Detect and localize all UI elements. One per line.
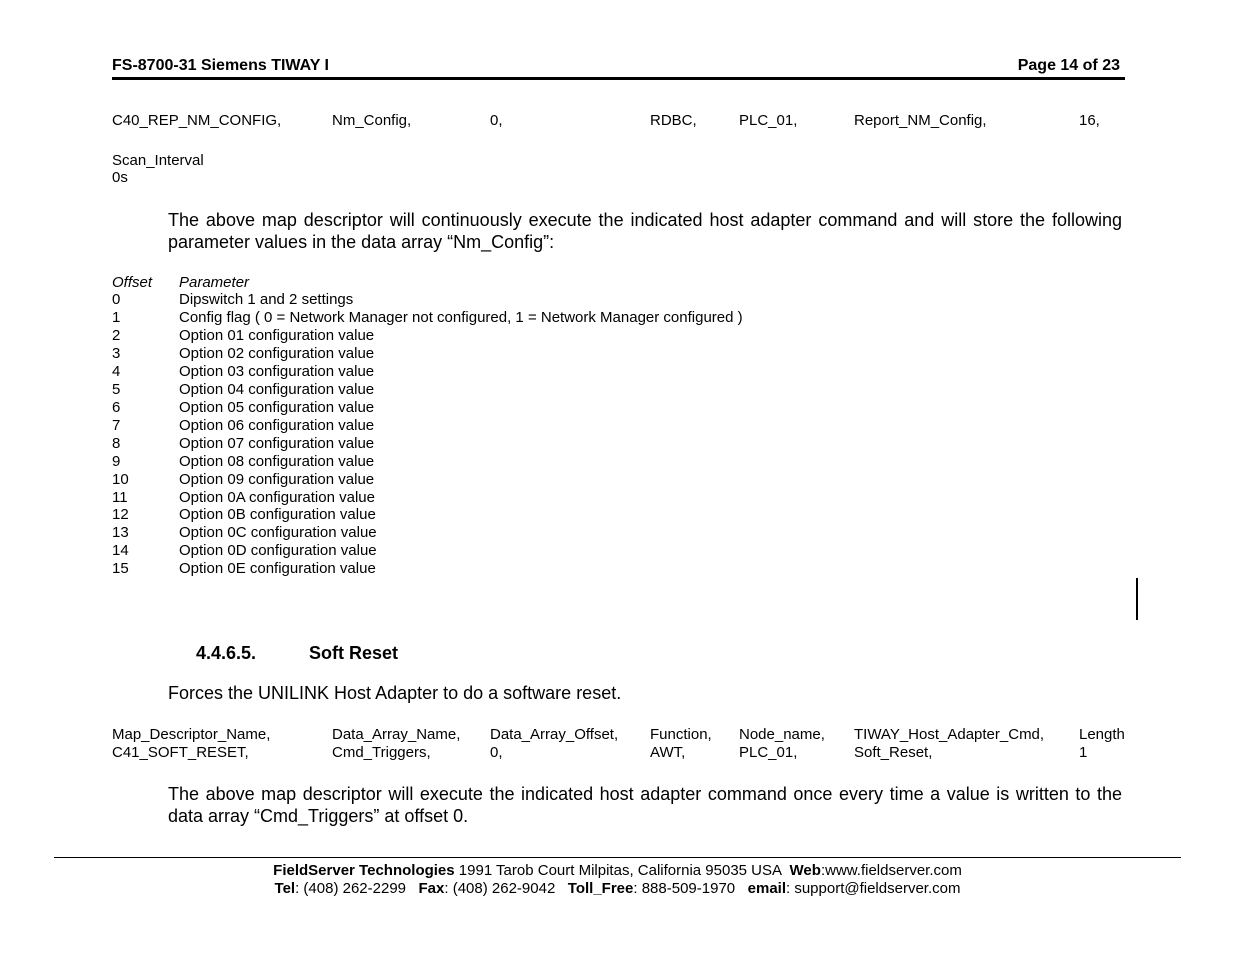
offset-cell: 13 — [112, 524, 129, 541]
parameter-cell: Option 03 configuration value — [179, 363, 375, 380]
header-rule — [112, 77, 1125, 80]
footer-tollfree-value: : 888-509-1970 — [633, 880, 748, 897]
md1-node: PLC_01, — [739, 112, 798, 129]
md1-command: Report_NM_Config, — [854, 112, 987, 129]
parameter-cell: Option 06 configuration value — [179, 417, 375, 434]
offset-cell: 7 — [112, 417, 121, 434]
footer-rule — [54, 857, 1181, 858]
parameter-cell: Option 0D configuration value — [179, 542, 377, 559]
change-bar — [1136, 578, 1138, 620]
md2-value-offset: 0, — [490, 744, 503, 761]
md1-data-array: Nm_Config, — [332, 112, 412, 129]
footer-web-value: :www.fieldserver.com — [820, 862, 962, 879]
md1-length: 16, — [1079, 112, 1100, 129]
document-title: FS-8700-31 Siemens TIWAY I — [112, 57, 329, 74]
parameter-cell: Option 02 configuration value — [179, 345, 375, 362]
md2-header-name: Map_Descriptor_Name, — [112, 726, 271, 743]
parameter-cell: Option 09 configuration value — [179, 471, 375, 488]
parameter-cell: Dipswitch 1 and 2 settings — [179, 291, 354, 308]
md1-function: RDBC, — [650, 112, 697, 129]
md2-header-node: Node_name, — [739, 726, 825, 743]
page-number: Page 14 of 23 — [1017, 57, 1120, 74]
offset-cell: 5 — [112, 381, 121, 398]
parameter-cell: Option 07 configuration value — [179, 435, 375, 452]
md1-offset: 0, — [490, 112, 503, 129]
section-number: 4.4.6.5. — [196, 643, 257, 663]
footer-fax-value: : (408) 262-9042 — [444, 880, 568, 897]
parameter-cell: Option 04 configuration value — [179, 381, 375, 398]
md2-header-length: Length — [1079, 726, 1125, 743]
section-title: Soft Reset — [309, 643, 399, 663]
footer-address: 1991 Tarob Court Milpitas, California 95035 USA — [454, 862, 790, 879]
footer-email-label: email — [747, 880, 786, 897]
md2-value-data-array: Cmd_Triggers, — [332, 744, 431, 761]
footer-web-label: Web — [789, 862, 821, 879]
offset-cell: 11 — [112, 489, 128, 506]
md2-header-offset: Data_Array_Offset, — [490, 726, 619, 743]
footer-tollfree-label: Toll_Free — [567, 880, 634, 897]
parameter-cell: Option 01 configuration value — [179, 327, 375, 344]
footer-line-2 — [0, 880, 1235, 897]
footer-tel-label: Tel — [274, 880, 296, 897]
md2-value-name: C41_SOFT_RESET, — [112, 744, 249, 761]
md1-scan-interval-label: Scan_Interval — [112, 152, 204, 169]
description-paragraph-1: The above map descriptor will continuously execute the indicated host adapter command and will store the following parameter values in the data array “Nm_Config”: — [168, 210, 1122, 252]
footer-tel-value: : (408) 262-2299 — [295, 880, 419, 897]
offset-cell: 14 — [112, 542, 129, 559]
offset-cell: 3 — [112, 345, 121, 362]
parameter-cell: Option 0A configuration value — [179, 489, 375, 506]
md2-value-length: 1 — [1079, 744, 1088, 761]
offset-header: Offset — [112, 274, 153, 291]
offset-cell: 9 — [112, 453, 121, 470]
md1-name: C40_REP_NM_CONFIG, — [112, 112, 282, 129]
offset-cell: 15 — [112, 560, 129, 577]
md1-scan-interval-value: 0s — [112, 169, 128, 186]
description-paragraph-3: The above map descriptor will execute the indicated host adapter command once every time a value is written to the data array “Cmd_Triggers” at offset 0. — [168, 784, 1122, 826]
md2-value-command: Soft_Reset, — [854, 744, 933, 761]
offset-cell: 1 — [112, 309, 121, 326]
md2-header-data-array: Data_Array_Name, — [332, 726, 461, 743]
offset-cell: 0 — [112, 291, 121, 308]
offset-cell: 4 — [112, 363, 121, 380]
footer-email-value: : support@fieldserver.com — [786, 880, 961, 897]
md2-header-function: Function, — [650, 726, 712, 743]
offset-cell: 6 — [112, 399, 121, 416]
footer-line-1 — [0, 862, 1235, 879]
offset-cell: 8 — [112, 435, 121, 452]
offset-cell: 10 — [112, 471, 129, 488]
parameter-cell: Option 0B configuration value — [179, 506, 376, 523]
parameter-cell: Option 08 configuration value — [179, 453, 375, 470]
parameter-cell: Option 0C configuration value — [179, 524, 377, 541]
footer-fax-label: Fax — [418, 880, 445, 897]
md2-value-node: PLC_01, — [739, 744, 798, 761]
parameter-header: Parameter — [179, 274, 250, 291]
offset-cell: 2 — [112, 327, 121, 344]
description-paragraph-2: Forces the UNILINK Host Adapter to do a software reset. — [168, 683, 622, 703]
offset-cell: 12 — [112, 506, 129, 523]
footer-company: FieldServer Technologies — [273, 862, 455, 879]
md2-value-function: AWT, — [650, 744, 686, 761]
md2-header-command: TIWAY_Host_Adapter_Cmd, — [854, 726, 1045, 743]
parameter-cell: Option 05 configuration value — [179, 399, 375, 416]
parameter-cell: Config flag ( 0 = Network Manager not configured, 1 = Network Manager configured ) — [179, 309, 743, 326]
parameter-cell: Option 0E configuration value — [179, 560, 376, 577]
